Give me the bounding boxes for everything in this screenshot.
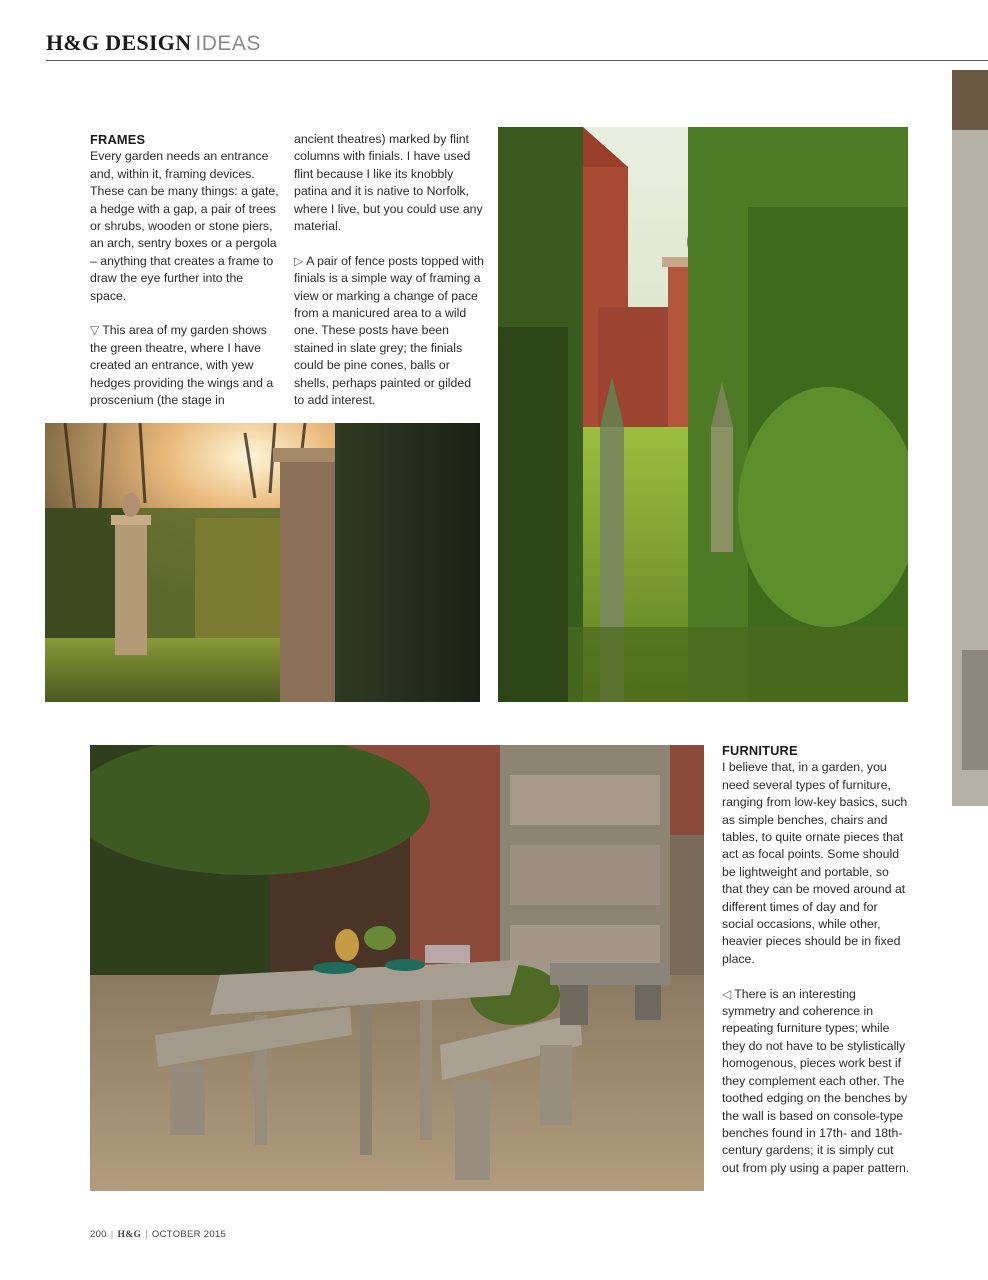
frames-caption-fence-posts: ▷ A pair of fence posts topped with finials is a simple way of framing a view or marking a change of pace from a manicured area to a wild one. These posts have been stained in slate grey; the finials could be pine cones, balls or shells, perhaps painted or gilded to add interest. [294, 253, 484, 408]
frames-paragraph-1: Every garden needs an entrance and, within it, framing devices. These can be many things: a gate, a hedge with a gap, a pair of trees or shrubs, wooden or stone piers, an arch, sentry boxes or a pergola – anything that creates a frame to draw the eye further into the space. [90, 149, 279, 303]
page-header [46, 30, 261, 56]
frames-heading: FRAMES [90, 132, 146, 147]
footer-issue: OCTOBER 2015 [151, 1229, 227, 1240]
frames-caption-green-theatre: ▽ This area of my garden shows the green theatre, where I have created an entrance, with yew hedges providing the wings and a proscenium (the stage in [90, 323, 274, 408]
adjacent-page-photo [952, 70, 988, 806]
page-number: 200 [90, 1229, 107, 1240]
footer-separator: | [110, 1229, 114, 1240]
section-label: IDEAS [195, 32, 261, 55]
footer-magazine: H&G [117, 1230, 142, 1240]
footer-separator: | [145, 1229, 148, 1240]
page-footer [90, 1229, 226, 1240]
caption-arrow-left-icon: ◁ [722, 986, 732, 1001]
frames-column-2 [294, 131, 484, 427]
furniture-caption: ◁ There is an interesting symmetry and coherence in repeating furniture types; while they do not have to be stylistically homogenous, pieces work best if they complement each other. The toothed edging on the benches by the wall is based on console-type benches found in 17th- and 18th-century gardens; it is simply cut out from ply using a paper pattern. [722, 986, 910, 1175]
magazine-brand: H&G DESIGN [46, 30, 192, 55]
caption-arrow-right-icon: ▷ [294, 253, 304, 268]
furniture-heading: FURNITURE [722, 743, 798, 758]
furniture-paragraph: I believe that, in a garden, you need several types of furniture, ranging from low-key basics, such as simple benches, chairs and tables, to quite ornate pieces that act as focal points. Some should be lightweight and portable, so that they can be moved around at different times of day and for social occasions, while other, heavier pieces should be in fixed place. [722, 760, 908, 966]
fence-posts-photo [498, 127, 908, 702]
furniture-column [722, 742, 912, 1195]
header-rule [46, 60, 988, 61]
frames-paragraph-2: ancient theatres) marked by flint columns with finials. I have used flint because I like its knobbly patina and it is native to Norfolk, where I live, but you could use any material. [294, 132, 483, 234]
garden-furniture-photo [90, 745, 704, 1191]
caption-arrow-down-icon: ▽ [90, 323, 100, 338]
green-theatre-photo [45, 423, 480, 702]
frames-column-1 [90, 131, 280, 427]
